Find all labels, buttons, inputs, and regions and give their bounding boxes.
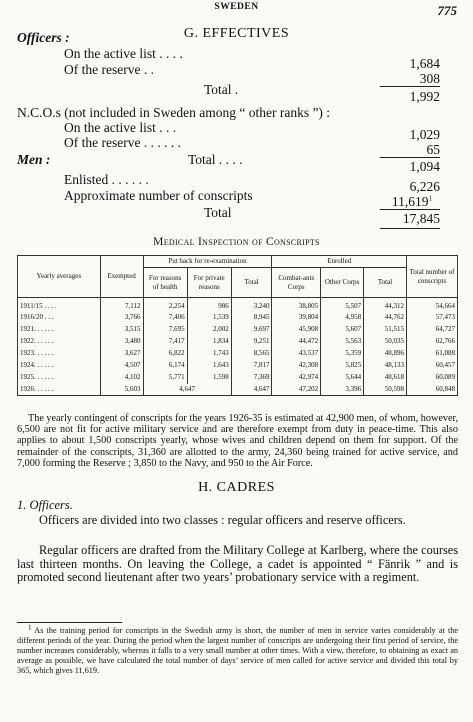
cell-other: 5,644 bbox=[321, 372, 364, 384]
table-row bbox=[18, 384, 458, 396]
cell-private: 1,643 bbox=[187, 360, 231, 372]
header-put-back: Put back for re-examination bbox=[143, 256, 272, 268]
paragraph-officer-classes: Officers are divided into two classes : regular officers and reserve officers. bbox=[39, 513, 406, 527]
cell-exempted: 3,627 bbox=[100, 348, 143, 360]
nco-label: N.C.O.s (not included in Sweden among “ other ranks ”) : bbox=[17, 105, 331, 120]
cell-other: 5,507 bbox=[321, 298, 364, 312]
cell-other: 5,359 bbox=[321, 348, 364, 360]
officers-reserve-value: 308 bbox=[419, 71, 440, 86]
cell-health: 5,771 bbox=[143, 372, 187, 384]
enlisted-value: 6,226 bbox=[409, 179, 440, 194]
header-yearly-averages: Yearly averages bbox=[18, 256, 101, 298]
cell-exempted: 5,603 bbox=[100, 384, 143, 396]
cell-year: 1923. . . . . . bbox=[18, 348, 101, 360]
header-combatants: Combat-ants Corps bbox=[272, 268, 321, 298]
cell-year: 1916/20 . . . bbox=[18, 312, 101, 324]
cell-health: 2,254 bbox=[143, 298, 187, 312]
cell-combat: 44,472 bbox=[272, 336, 321, 348]
footnote-marker: 1 bbox=[28, 623, 32, 632]
cell-total: 60,457 bbox=[407, 360, 458, 372]
table-title: Medical Inspection of Conscripts bbox=[153, 236, 320, 248]
cell-enr-total: 44,762 bbox=[364, 312, 407, 324]
cell-private: 986 bbox=[187, 298, 231, 312]
cell-health: 6,822 bbox=[143, 348, 187, 360]
cell-health: 7,417 bbox=[143, 336, 187, 348]
cell-combat: 42,974 bbox=[272, 372, 321, 384]
table-row bbox=[18, 298, 458, 312]
cell-health: 6,174 bbox=[143, 360, 187, 372]
table-row bbox=[18, 372, 458, 384]
cell-put-total: 4,647 bbox=[231, 384, 272, 396]
cell-year: 1924. . . . . . bbox=[18, 360, 101, 372]
officers-active-value: 1,684 bbox=[409, 56, 440, 71]
officers-reserve-label: Of the reserve . . bbox=[64, 62, 154, 77]
cell-total: 62,766 bbox=[407, 336, 458, 348]
cell-put-total: 9,697 bbox=[231, 324, 272, 336]
cell-year: 1925. . . . . . bbox=[18, 372, 101, 384]
cell-put-total: 8,565 bbox=[231, 348, 272, 360]
cell-enr-total: 50,035 bbox=[364, 336, 407, 348]
nco-reserve-value: 65 bbox=[426, 142, 440, 157]
nco-reserve-label: Of the reserve . . . . . . bbox=[64, 135, 181, 150]
cell-put-total: 8,945 bbox=[231, 312, 272, 324]
sum-rule bbox=[380, 86, 440, 87]
cell-other: 5,607 bbox=[321, 324, 364, 336]
cell-year: 1922. . . . . . bbox=[18, 336, 101, 348]
cell-exempted: 3,766 bbox=[100, 312, 143, 324]
nco-active-label: On the active list . . . bbox=[64, 120, 177, 135]
subsection-officers: 1. Officers. bbox=[17, 498, 73, 512]
table-row bbox=[18, 336, 458, 348]
table-row bbox=[18, 348, 458, 360]
header-enrolled: Enrolled bbox=[272, 256, 407, 268]
table-row bbox=[18, 324, 458, 336]
cell-put-total: 7,369 bbox=[231, 372, 272, 384]
cell-combat: 45,908 bbox=[272, 324, 321, 336]
table-row bbox=[18, 312, 458, 324]
cell-combat: 42,308 bbox=[272, 360, 321, 372]
cell-private: 1,539 bbox=[187, 312, 231, 324]
officers-total-label: Total . bbox=[204, 82, 239, 97]
header-enrolled-total: Total bbox=[364, 268, 407, 298]
cell-enr-total: 48,133 bbox=[364, 360, 407, 372]
cell-year: 1921. . . . . . bbox=[18, 324, 101, 336]
officers-active-label: On the active list . . . . bbox=[64, 46, 183, 61]
cell-health: 4,647 bbox=[143, 384, 231, 396]
cell-total: 60,848 bbox=[407, 384, 458, 396]
officers-total-value: 1,992 bbox=[409, 89, 440, 104]
nco-active-value: 1,029 bbox=[409, 127, 440, 142]
cell-private: 1,834 bbox=[187, 336, 231, 348]
cell-put-total: 3,240 bbox=[231, 298, 272, 312]
cell-other: 4,958 bbox=[321, 312, 364, 324]
cell-health: 7,406 bbox=[143, 312, 187, 324]
sum-rule bbox=[380, 228, 440, 229]
cell-put-total: 9,251 bbox=[231, 336, 272, 348]
cell-year: 1926. . . . . . bbox=[18, 384, 101, 396]
conscripts-label: Approximate number of conscripts bbox=[64, 188, 253, 203]
cell-health: 7,695 bbox=[143, 324, 187, 336]
cell-exempted: 3,480 bbox=[100, 336, 143, 348]
grand-total-value: 17,845 bbox=[402, 211, 440, 226]
medical-inspection-table bbox=[17, 255, 458, 396]
running-head: SWEDEN bbox=[214, 2, 259, 12]
cell-other: 5,825 bbox=[321, 360, 364, 372]
page-number: 775 bbox=[437, 3, 457, 18]
cell-exempted: 4,102 bbox=[100, 372, 143, 384]
paragraph-regular-officers: Regular officers are drafted from the Military College at Karlberg, where the courses last thirteen months. On leaving the College, a cadet is appointed “ Fänrik ” and is promoted second lieutenant after two years’ probationary service with a regiment. bbox=[17, 543, 458, 585]
cell-exempted: 7,112 bbox=[100, 298, 143, 312]
header-put-total: Total bbox=[231, 268, 272, 298]
officers-label: Officers : bbox=[17, 30, 70, 45]
cell-exempted: 4,507 bbox=[100, 360, 143, 372]
cell-enr-total: 50,598 bbox=[364, 384, 407, 396]
nco-total-value: 1,094 bbox=[409, 159, 440, 174]
section-title-effectives: G. EFFECTIVES bbox=[183, 26, 290, 41]
cell-private: 2,002 bbox=[187, 324, 231, 336]
sum-rule bbox=[380, 209, 440, 210]
cell-other: 3,396 bbox=[321, 384, 364, 396]
footnote-ref: 1 bbox=[428, 194, 432, 203]
header-total-number: Total number of conscripts bbox=[407, 256, 458, 298]
men-label: Men : bbox=[17, 152, 51, 167]
footnote bbox=[17, 623, 458, 676]
conscripts-value: 11,619$^1$ bbox=[391, 194, 432, 209]
sum-rule bbox=[380, 157, 440, 158]
cell-private: 1,598 bbox=[187, 372, 231, 384]
cell-year: 1911/15 . . . . bbox=[18, 298, 101, 312]
cell-enr-total: 48,896 bbox=[364, 348, 407, 360]
header-other-corps: Other Corps bbox=[321, 268, 364, 298]
cell-exempted: 3,515 bbox=[100, 324, 143, 336]
cell-combat: 39,804 bbox=[272, 312, 321, 324]
cell-enr-total: 51,515 bbox=[364, 324, 407, 336]
cell-put-total: 7,817 bbox=[231, 360, 272, 372]
cell-private: 1,743 bbox=[187, 348, 231, 360]
header-for-health: For reasons of health bbox=[143, 268, 187, 298]
cell-combat: 38,805 bbox=[272, 298, 321, 312]
cell-total: 54,664 bbox=[407, 298, 458, 312]
table-row bbox=[18, 360, 458, 372]
cell-total: 57,473 bbox=[407, 312, 458, 324]
cell-total: 64,727 bbox=[407, 324, 458, 336]
grand-total-label: Total bbox=[204, 205, 232, 220]
cell-enr-total: 48,618 bbox=[364, 372, 407, 384]
header-for-private: For private reasons bbox=[187, 268, 231, 298]
paragraph-contingent: The yearly contingent of conscripts for the years 1926-35 is estimated at 42,900 men, of whom, however, 6,500 are not fit for active military service and are therefore exempt from duty in peace-time. This also applies to about 1,500 conscripts yearly, whose wives and children depend on them for support. Of the remainder of the conscripts, 31,360 are allotted to the army, 24,360 being trained for active service, and 7,000 forming the Reserve ; 3,850 to the Navy, and 950 to the Air Force. bbox=[17, 413, 458, 469]
enlisted-label: Enlisted . . . . . . bbox=[64, 172, 149, 187]
cell-combat: 47,202 bbox=[272, 384, 321, 396]
section-title-cadres: H. CADRES bbox=[198, 480, 275, 495]
cell-total: 60,089 bbox=[407, 372, 458, 384]
header-exempted: Exempted bbox=[100, 256, 143, 298]
cell-total: 61,088 bbox=[407, 348, 458, 360]
footnote-rule bbox=[17, 622, 122, 623]
cell-combat: 43,537 bbox=[272, 348, 321, 360]
nco-total-label: Total . . . . bbox=[188, 152, 243, 167]
cell-enr-total: 44,312 bbox=[364, 298, 407, 312]
footnote-text: As the training period for conscripts in the Swedish army is short, the number of men in service varies considerably at the different periods of the year. During the period when the largest number of conscripts are undergoing their first period of service, the number increases considerably, whereas it falls to a very small number at other times. With a view, therefore, to obtaining as exact an average as possible, we have calculated the total number of days’ service of men called for active service and divided this total by 365, which gives 11,619. bbox=[17, 626, 458, 675]
cell-other: 5,563 bbox=[321, 336, 364, 348]
